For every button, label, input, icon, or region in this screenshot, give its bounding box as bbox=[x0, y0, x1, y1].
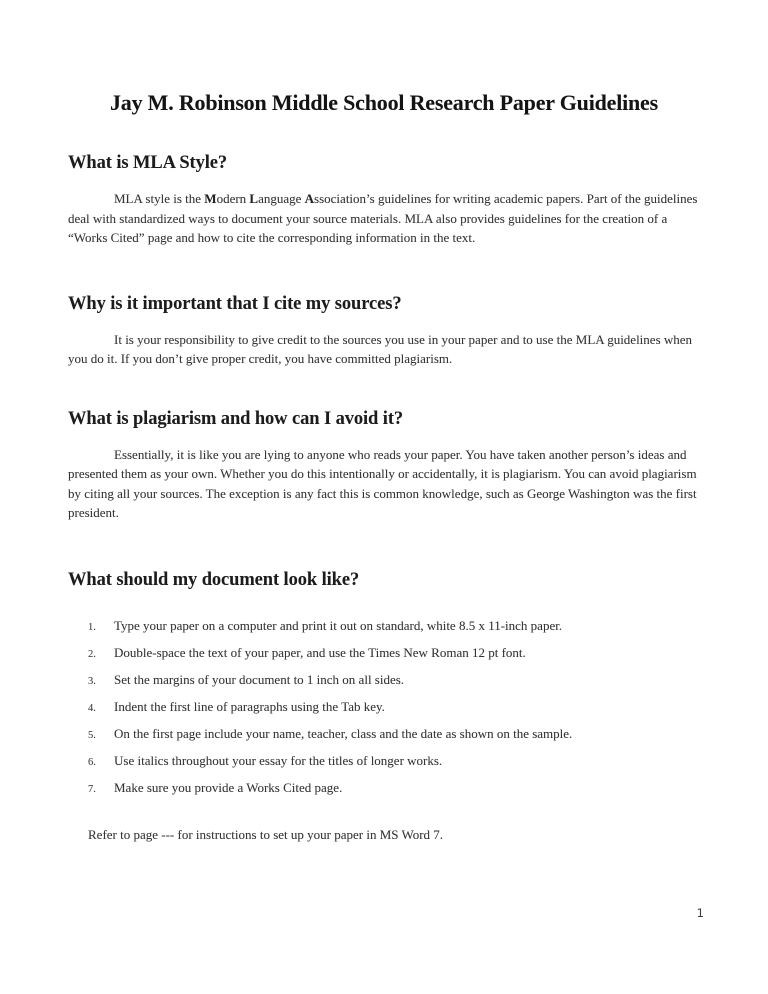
list-item bbox=[68, 670, 700, 692]
list-item-number: 2. bbox=[88, 648, 96, 660]
section-what-is-mla-style bbox=[68, 151, 700, 248]
list-item-number: 7. bbox=[88, 783, 96, 795]
list-item-number: 1. bbox=[88, 621, 96, 633]
paragraph-text-run: anguage bbox=[258, 191, 305, 206]
list-item bbox=[68, 778, 700, 800]
footer-note: Refer to page --- for instructions to set up your paper in MS Word 7. bbox=[88, 827, 444, 842]
section-heading: What is MLA Style? bbox=[68, 153, 228, 173]
section-what-is-plagiarism bbox=[68, 407, 700, 523]
paragraph-text-run: odern bbox=[216, 191, 250, 206]
paragraph bbox=[68, 189, 700, 248]
list-item-text: Indent the first line of paragraphs using the Tab key. bbox=[114, 698, 385, 714]
list-item-text: Use italics throughout your essay for the titles of longer works. bbox=[114, 752, 443, 768]
paragraph-text-run: MLA style is the bbox=[114, 191, 205, 206]
list-item-text: Set the margins of your document to 1 inch on all sides. bbox=[114, 671, 405, 687]
list-item-text: On the first page include your name, teacher, class and the date as shown on the sample. bbox=[114, 725, 573, 741]
list-item-number: 6. bbox=[88, 756, 96, 768]
page-number: 1 bbox=[696, 906, 704, 920]
document-title: Jay M. Robinson Middle School Research Paper Guidelines bbox=[109, 90, 658, 115]
paragraph-bold-letter: M bbox=[204, 191, 217, 206]
list-item bbox=[68, 643, 700, 665]
section-heading: Why is it important that I cite my sources? bbox=[68, 293, 402, 314]
section-why-cite-sources bbox=[68, 292, 700, 369]
list-item-text: Make sure you provide a Works Cited page. bbox=[114, 779, 343, 795]
paragraph-bold-letter: A bbox=[304, 191, 315, 206]
section-document-look bbox=[68, 568, 700, 845]
list-item-number: 5. bbox=[88, 729, 96, 741]
list-item bbox=[68, 751, 700, 773]
list-item bbox=[68, 616, 700, 638]
paragraph-bold-letter: L bbox=[249, 191, 259, 206]
list-item-number: 4. bbox=[88, 702, 96, 714]
section-heading: What is plagiarism and how can I avoid it? bbox=[68, 408, 404, 429]
paragraph: Essentially, it is like you are lying to anyone who reads your paper. You have taken another person’s ideas and presented them as your own. Whether you do this intentionally or accidentally, it is plagiarism. You can avoid plagiarism by citing all your sources. The exception is any fact this is common knowledge, such as George Washington was the first president. bbox=[68, 446, 697, 520]
list-item bbox=[68, 724, 700, 746]
list-item-number: 3. bbox=[88, 675, 96, 687]
paragraph: It is your responsibility to give credit to the sources you use in your paper and to use the MLA guidelines when you do it. If you don’t give proper credit, you have committed plagiarism. bbox=[68, 331, 693, 366]
section-heading: What should my document look like? bbox=[68, 569, 360, 590]
list-item-text: Double-space the text of your paper, and use the Times New Roman 12 pt font. bbox=[114, 644, 526, 660]
guidelines-list bbox=[68, 616, 700, 800]
list-item bbox=[68, 697, 700, 719]
paragraph-text-run: ssociation’s guidelines for writing academic papers. Part of the guidelines deal with standardized ways to document your source materials. MLA also provides guidelines for the creation of a “Works Cited” page and how to cite the corresponding information in the text. bbox=[68, 191, 698, 245]
list-item-text: Type your paper on a computer and print it out on standard, white 8.5 x 11-inch paper. bbox=[114, 617, 563, 633]
